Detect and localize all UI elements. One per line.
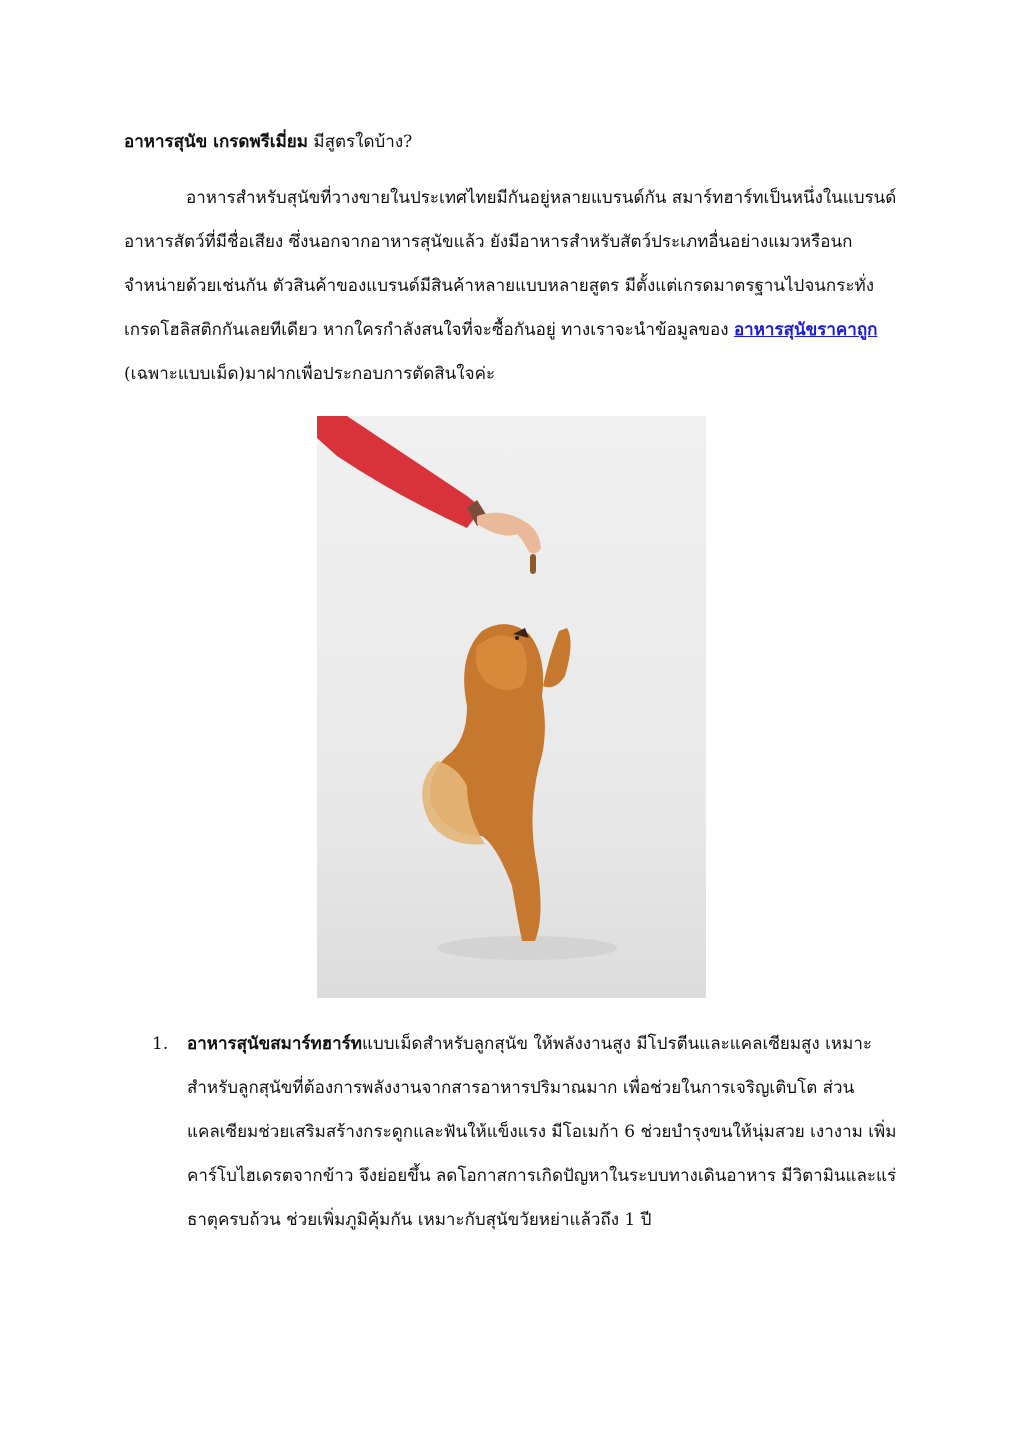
dog-illustration bbox=[317, 416, 706, 998]
heading-rest: มีสูตรใดบ้าง? bbox=[307, 132, 413, 152]
intro-paragraph bbox=[124, 176, 899, 396]
intro-after: (เฉพาะแบบเม็ด)มาฝากเพื่อประกอบการตัดสินใจค่ะ bbox=[124, 364, 496, 384]
intro-text: อาหารสำหรับสุนัขที่วางขายในประเทศไทยมีกันอยู่หลายแบรนด์กัน สมาร์ทฮาร์ทเป็นหนึ่งในแบรนด์อาหารสัตว์ที่มีชื่อเสียง ซึ่งนอกจากอาหารสุนัขแล้ว ยังมีอาหารสำหรับสัตว์ประเภทอื่นอย่างแมวหรือนกจำหน่ายด้วยเช่นกัน ตัวสินค้าของแบรนด์มีสินค้าหลายแบบหลายสูตร มีตั้งแต่เกรดมาตรฐานไปจนกระทั่งเกรดโฮลิสติกกันเลยทีเดียว หากใครกำลังสนใจที่จะซื้อกันอยู่ ทางเราจะนำข้อมูลของ bbox=[124, 188, 897, 340]
product-description: แบบเม็ดสำหรับลูกสุนัข ให้พลังงานสูง มีโปรตีนและแคลเซียมสูง เหมาะสำหรับลูกสุนัขที่ต้องการพลังงานจากสารอาหารปริมาณมาก เพื่อช่วยในการเจริญเติบโต ส่วนแคลเซียมช่วยเสริมสร้างกระดูกและฟันให้แข็งแรง มีโอเมก้า 6 ช่วยบำรุงขนให้นุ่มสวย เงางาม เพิ่มคาร์โบไฮเดรตจากข้าว จึงย่อยขึ้น ลดโอกาสการเกิดปัญหาในระบบทางเดินอาหาร มีวิตามินและแร่ธาตุครบถ้วน ช่วยเพิ่มภูมิคุ้มกัน เหมาะกับสุนัขวัยหย่าแล้วถึง 1 ปี bbox=[187, 1034, 897, 1230]
cheap-dog-food-link[interactable]: อาหารสุนัขราคาถูก bbox=[733, 320, 878, 340]
heading-bold: อาหารสุนัข เกรดพรีเมี่ยม bbox=[124, 132, 308, 152]
list-item bbox=[152, 1022, 897, 1242]
dog-photo bbox=[317, 416, 706, 998]
treat bbox=[530, 554, 536, 574]
pomeranian bbox=[422, 624, 570, 941]
product-name: อาหารสุนัขสมาร์ทฮาร์ท bbox=[187, 1034, 362, 1054]
list-number: 1. bbox=[152, 1034, 169, 1054]
document-body bbox=[124, 128, 899, 396]
section-heading bbox=[124, 128, 899, 156]
red-sleeve bbox=[317, 416, 482, 528]
product-list bbox=[152, 1022, 897, 1242]
hand bbox=[477, 513, 541, 554]
